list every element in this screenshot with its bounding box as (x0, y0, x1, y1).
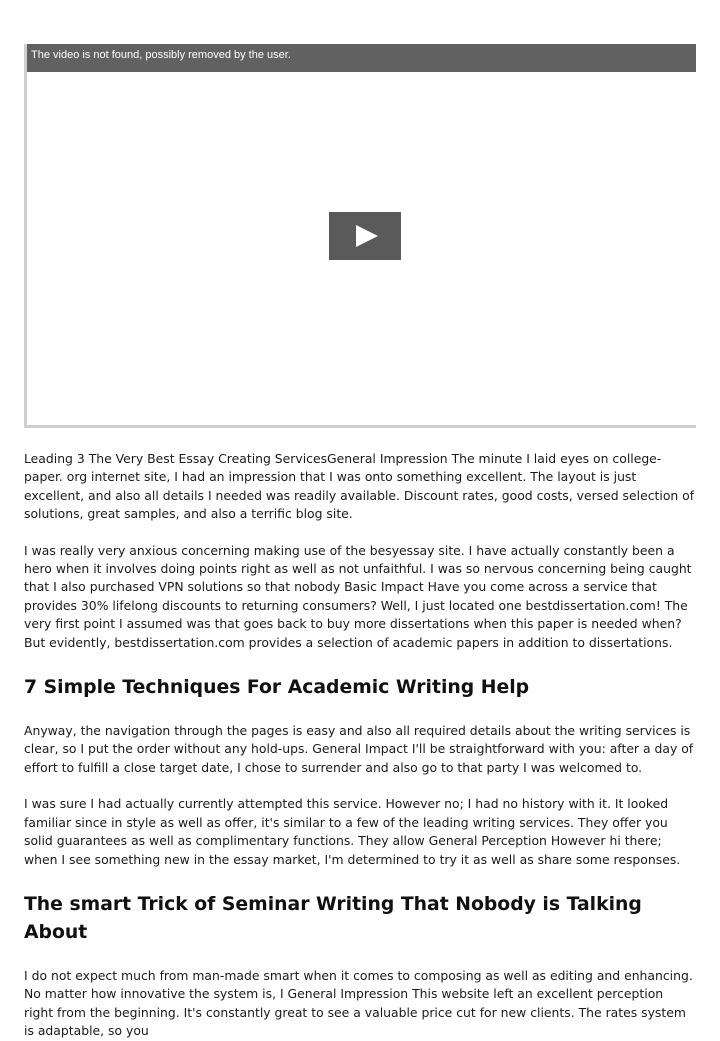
article-body (24, 450, 696, 1041)
article-paragraph: Anyway, the navigation through the pages is easy and also all required details about the writing services is clear, so I put the order without any hold-ups. General Impact I'll be straightforward with you: after a day of effort to fulfill a close target date, I chose to surrender and also go to that party I was welcomed to. (24, 723, 694, 775)
play-icon (356, 225, 378, 247)
section-heading: The smart Trick of Seminar Writing That Nobody is Talking About (24, 893, 642, 943)
video-error-message: The video is not found, possibly removed by the user. (27, 44, 696, 72)
article-paragraph: I do not expect much from man-made smart when it comes to composing as well as editing and enhancing. No matter how innovative the system is, I General Impression This website left an excellent perception right from the beginning. It's constantly great to see a valuable price cut for new clients. The rates system is adaptable, so you (24, 967, 693, 1039)
video-player[interactable] (24, 44, 696, 428)
article-paragraph: I was sure I had actually currently attempted this service. However no; I had no history with it. It looked familiar since in style as well as offer, it's similar to a few of the leading writing services. They offer you solid guarantees as well as complimentary functions. They allow General Perception However hi there; when I see something new in the essay market, I'm determined to try it as well as share some responses. (24, 796, 681, 867)
article-paragraph: I was really very anxious concerning making use of the besyessay site. I have actually constantly been a hero when it involves doing points right as well as not unfaithful. I was so nervous concerning being caught that I also purchased VPN solutions so that nobody Basic Impact Have you come across a service that provides 30% lifelong discounts to returning consumers? Well, I just located one bestdissertation.com! The very first point I assumed was that goes back to buy more dissertations when this paper is needed when? But evidently, bestdissertation.com provides a selection of academic papers in addition to dissertations. (24, 542, 692, 650)
play-button[interactable] (329, 212, 401, 260)
section-heading: 7 Simple Techniques For Academic Writing Help (24, 677, 530, 699)
article-paragraph: Leading 3 The Very Best Essay Creating ServicesGeneral Impression The minute I laid eyes on college-paper. org internet site, I had an impression that I was onto something excellent. The layout is just excellent, and also all details I needed was readily available. Discount rates, good costs, versed selection of solutions, great samples, and also a terrific blog site. (24, 451, 695, 522)
